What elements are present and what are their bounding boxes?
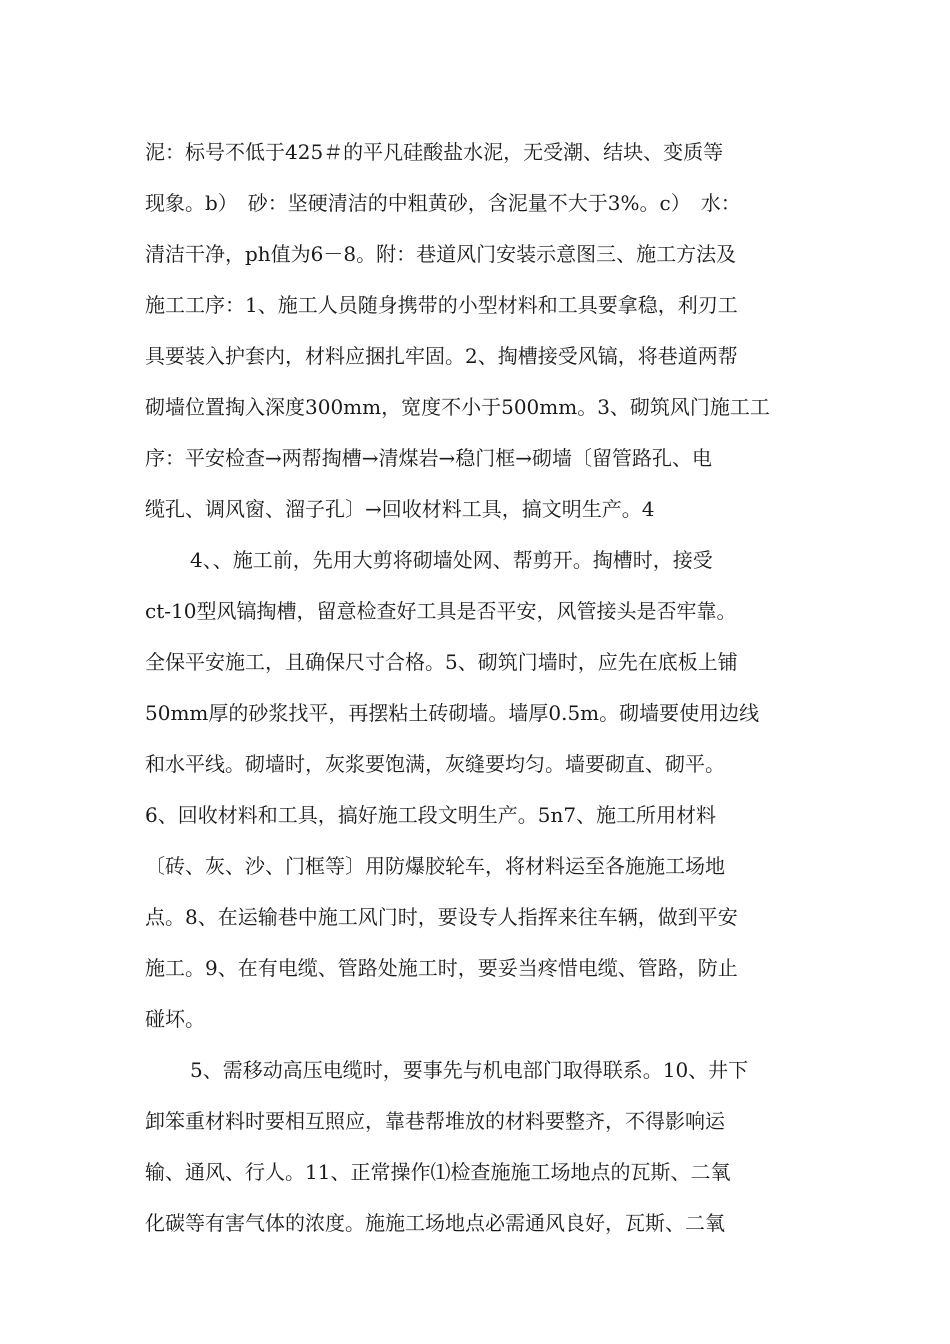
text-line: 输、通风、行人。11、正常操作⑴检查施施工场地点的瓦斯、二氧	[145, 1160, 731, 1184]
text-line: 施工工序：1、施工人员随身携带的小型材料和工具要拿稳，利刃工	[145, 293, 738, 317]
text-line: 5、需移动高压电缆时，要事先与机电部门取得联系。10、井下	[190, 1058, 749, 1082]
text-line: 现象。b） 砂：坚硬清洁的中粗黄砂，含泥量不大于3%。c） 水：	[145, 191, 741, 215]
text-line: 化碳等有害气体的浓度。施施工场地点必需通风良好，瓦斯、二氧	[145, 1211, 725, 1235]
text-line: 卸笨重材料时要相互照应，靠巷帮堆放的材料要整齐，不得影响运	[145, 1109, 725, 1133]
text-line: 点。8、在运输巷中施工风门时，要设专人指挥来往车辆，做到平安	[145, 905, 738, 929]
text-line: 〔砖、灰、沙、门框等〕用防爆胶轮车，将材料运至各施施工场地	[145, 854, 725, 878]
text-line: 4、、施工前，先用大剪将砌墙处网、帮剪开。掏槽时，接受	[190, 548, 713, 572]
text-line: 砌墙位置掏入深度300mm，宽度不小于500mm。3、砌筑风门施工工	[145, 395, 770, 419]
text-line: ct-10型风镐掏槽，留意检查好工具是否平安，风管接头是否牢靠。	[145, 599, 737, 623]
text-line: 缆孔、调风窗、溜子孔〕→回收材料工具，搞文明生产。4	[145, 497, 655, 521]
text-line: 碰坏。	[145, 1007, 205, 1031]
text-line: 全保平安施工，且确保尺寸合格。5、砌筑门墙时，应先在底板上铺	[145, 650, 738, 674]
text-line: 泥：标号不低于425＃的平凡硅酸盐水泥，无受潮、结块、变质等	[145, 140, 724, 164]
text-line: 和水平线。砌墙时，灰浆要饱满，灰缝要均匀。墙要砌直、砌平。	[145, 752, 725, 776]
text-line: 施工。9、在有电缆、管路处施工时，要妥当疼惜电缆、管路，防止	[145, 956, 738, 980]
text-line: 清洁干净，ph值为6－8。附：巷道风门安装示意图三、施工方法及	[145, 242, 737, 266]
text-line: 序：平安检查→两帮掏槽→清煤岩→稳门框→砌墙〔留管路孔、电	[145, 446, 713, 470]
text-line: 具要装入护套内，材料应捆扎牢固。2、掏槽接受风镐，将巷道两帮	[145, 344, 738, 368]
text-line: 50mm厚的砂浆找平，再摆粘土砖砌墙。墙厚0.5m。砌墙要使用边线	[145, 701, 760, 725]
text-line: 6、回收材料和工具，搞好施工段文明生产。5n7、施工所用材料	[145, 803, 717, 827]
